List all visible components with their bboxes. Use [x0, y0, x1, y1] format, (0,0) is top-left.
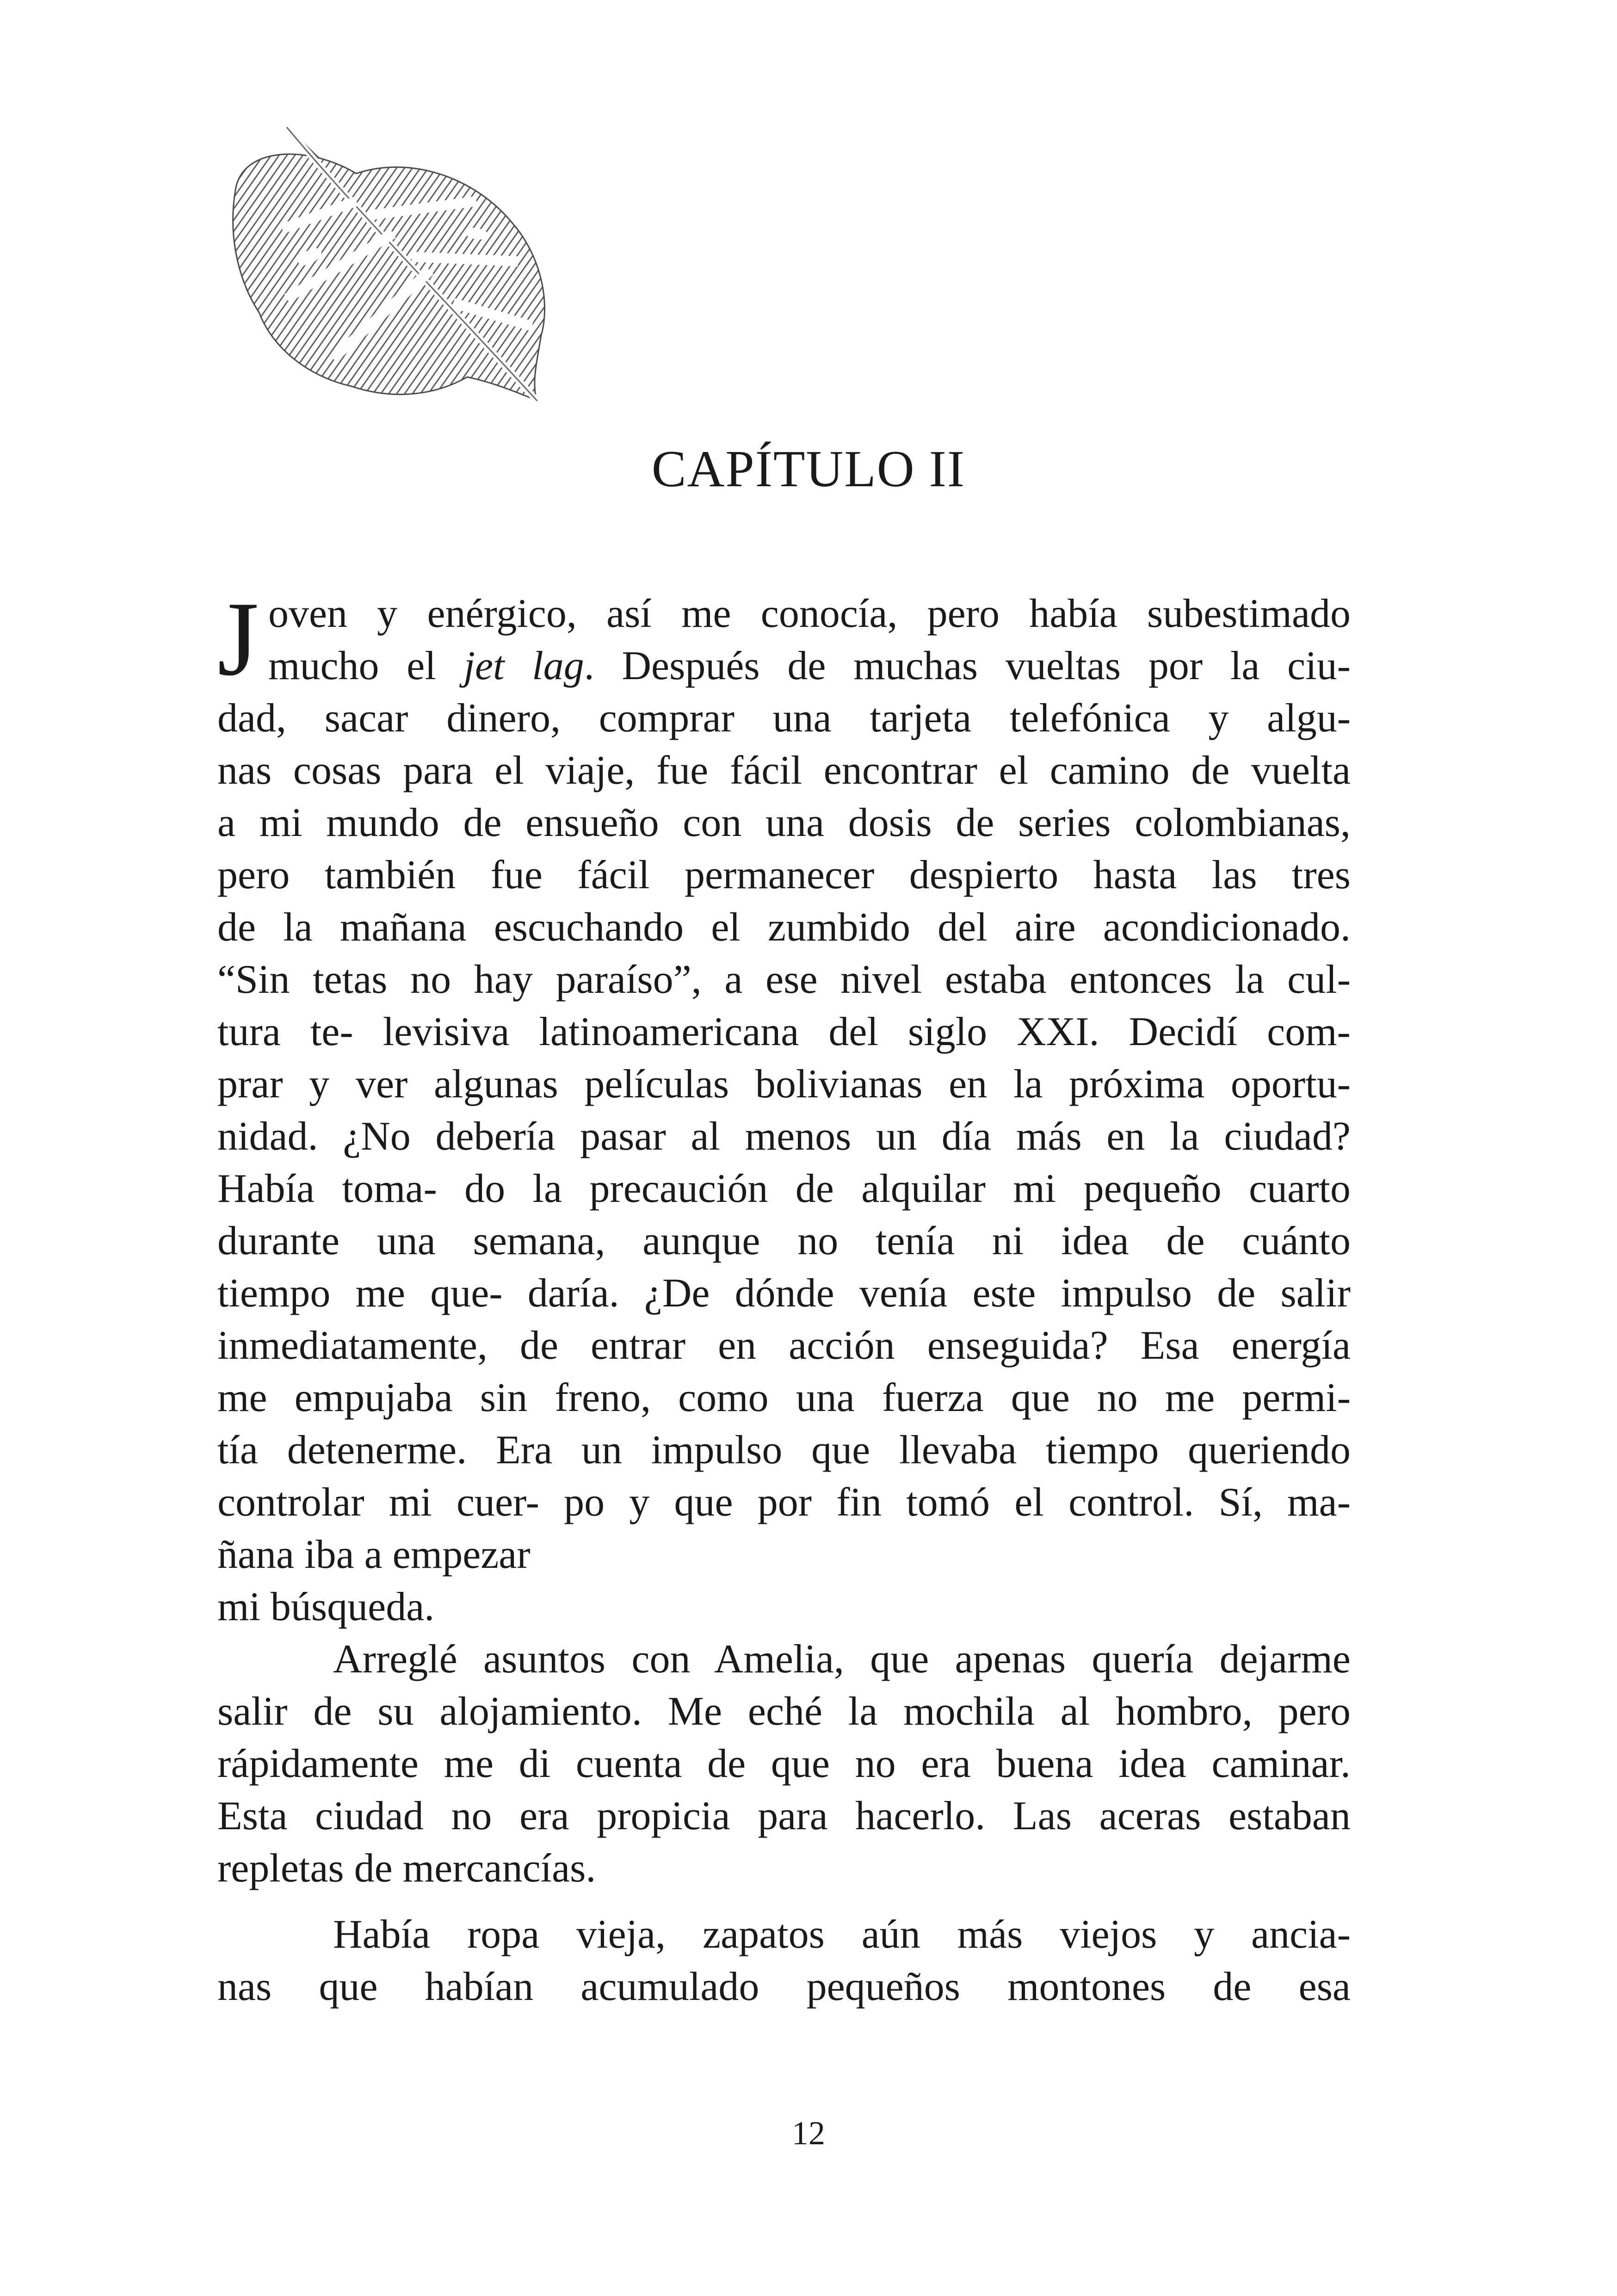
text-line: Esta ciudad no era propicia para hacerlo. Las aceras estaban	[217, 1794, 1351, 1838]
text-line: pero también fue fácil permanecer despierto hasta las tres	[217, 853, 1351, 897]
monstera-leaf-icon	[217, 118, 560, 414]
text-line: prar y ver algunas películas bolivianas en la próxima oportu-	[217, 1062, 1351, 1107]
text-line: ñana iba a empezar	[217, 1532, 531, 1577]
text-line: nas que habían acumulado pequeños montones de esa	[217, 1964, 1351, 2009]
text-line: de la mañana escuchando el zumbido del aire acondicionado.	[217, 905, 1351, 950]
text-line: inmediatamente, de entrar en acción enseguida? Esa energía	[217, 1323, 1351, 1368]
chapter-title: CAPÍTULO II	[651, 440, 966, 498]
text-line: tiempo me que- daría. ¿De dónde venía este impulso de salir	[217, 1271, 1351, 1316]
paragraph	[217, 580, 1351, 1633]
text-line: salir de su alojamiento. Me eché la mochila al hombro, pero	[217, 1689, 1351, 1734]
text-line: oven y enérgico, así me conocía, pero había subestimado	[268, 591, 1351, 636]
italic-term: jet lag	[463, 644, 584, 688]
text-line	[217, 640, 1351, 692]
page-number: 12	[792, 2115, 825, 2152]
chapter-body	[217, 580, 1351, 2013]
text-line: mi búsqueda.	[217, 1584, 435, 1629]
text-line: Había ropa vieja, zapatos aún más viejos y ancia-	[333, 1912, 1351, 1957]
text-line: durante una semana, aunque no tenía ni idea de cuánto	[217, 1219, 1351, 1263]
paragraph	[217, 1633, 1351, 1894]
text-line: nas cosas para el viaje, fue fácil encontrar el camino de vuelta	[217, 748, 1351, 793]
text-line: tía detenerme. Era un impulso que llevaba tiempo queriendo	[217, 1428, 1351, 1473]
text-line: tura te- levisiva latinoamericana del siglo XXI. Decidí com-	[217, 1009, 1351, 1054]
text-line: dad, sacar dinero, comprar una tarjeta telefónica y algu-	[217, 696, 1351, 741]
text-line: repletas de mercancías.	[217, 1846, 596, 1891]
text-line: controlar mi cuer- po y que por fin tomó el control. Sí, ma-	[217, 1480, 1351, 1525]
drop-cap: J	[217, 580, 259, 698]
text-line: Había toma- do la precaución de alquilar mi pequeño cuarto	[217, 1166, 1351, 1211]
text-line: “Sin tetas no hay paraíso”, a ese nivel estaba entonces la cul-	[217, 957, 1351, 1002]
text-line: Arreglé asuntos con Amelia, que apenas quería dejarme	[333, 1637, 1351, 1682]
text-line: rápidamente me di cuenta de que no era buena idea caminar.	[217, 1741, 1351, 1786]
text-run: . Después de muchas vueltas por la ciu-	[584, 644, 1351, 688]
text-run: mucho el	[268, 644, 464, 688]
text-line: me empujaba sin freno, como una fuerza que no me permi-	[217, 1375, 1351, 1420]
text-line: a mi mundo de ensueño con una dosis de series colombianas,	[217, 800, 1351, 845]
paragraph	[217, 1908, 1351, 2013]
text-line: nidad. ¿No debería pasar al menos un día más en la ciudad?	[217, 1114, 1351, 1159]
